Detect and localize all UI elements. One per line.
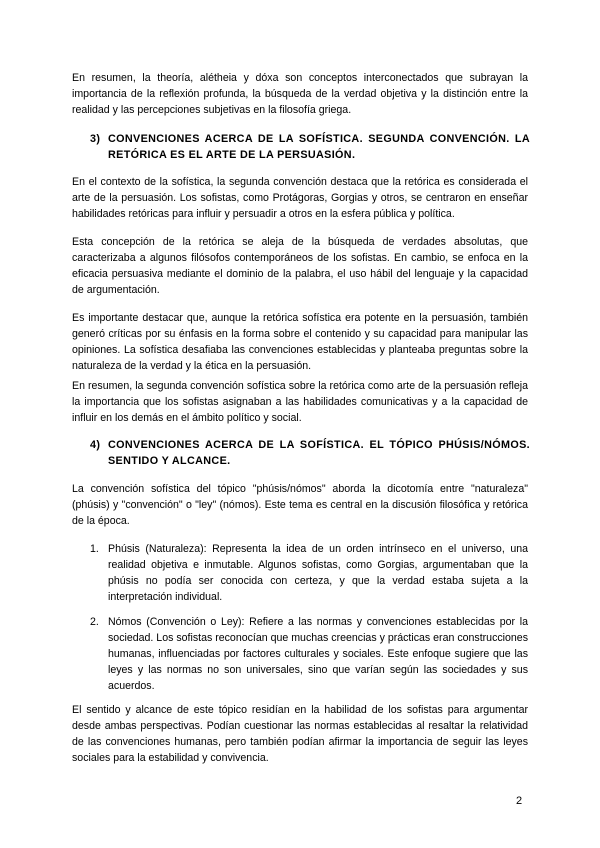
paragraph-phusis-nomos-scope: El sentido y alcance de este tópico residían en la habilidad de los sofistas para argumentar desde ambas perspectivas. Podían cuestionar las normas establecidas al resaltar la relatividad de las convenciones humanas, pero también podían afirmar la importancia de seguir las leyes sociales para la estabilidad y convivencia. <box>72 704 528 764</box>
paragraph-summary-theoria: En resumen, la theoría, alétheia y dóxa son conceptos interconectados que subrayan la importancia de la reflexión profunda, la búsqueda de la verdad objetiva y la distinción entre la realidad y las percepciones subjetivas en la filosofía griega. <box>72 72 528 116</box>
section-title: CONVENCIONES ACERCA DE LA SOFÍSTICA. SEGUNDA CONVENCIÓN. LA RETÓRICA ES EL ARTE DE LA PERSUASIÓN. <box>108 133 530 161</box>
section-heading-3 <box>90 131 530 163</box>
list-item-text: Nómos (Convención o Ley): Refiere a las normas y convenciones establecidas por la sociedad. Los sofistas reconocían que muchas creencias y prácticas eran construcciones humanas, influenciadas por factores culturales y sociales. Este enfoque sugiere que las leyes y las normas no son universales, sino que varían según las sociedades y sus acuerdos. <box>108 616 528 692</box>
list-item <box>90 614 528 694</box>
paragraph-phusis-nomos-intro: La convención sofística del tópico "phúsis/nómos" aborda la dicotomía entre "naturaleza" (phúsis) y "convención" o "ley" (nómos). Este tema es central en la discusión filosófica y retórica de la época. <box>72 483 528 527</box>
paragraph-rhetoric-criticism: Es importante destacar que, aunque la retórica sofística era potente en la persuasión, también generó críticas por su énfasis en la forma sobre el contenido y su capacidad para manipular las opiniones. La sofística desafiaba las convenciones establecidas y planteaba preguntas sobre la naturaleza de la verdad y la ética en la persuasión. <box>72 312 528 372</box>
section-number: 4) <box>90 439 101 451</box>
list-marker: 2. <box>90 616 99 628</box>
paragraph-rhetoric-summary: En resumen, la segunda convención sofística sobre la retórica como arte de la persuasión refleja la importancia que los sofistas asignaban a las habilidades comunicativas y a la capacidad de influir en los demás en el ámbito político y social. <box>72 380 528 424</box>
list-item-text: Phúsis (Naturaleza): Representa la idea de un orden intrínseco en el universo, una realidad objetiva e inmutable. Algunos sofistas, como Gorgias, argumentaban que la phúsis no podía ser conocida con certeza, y que la verdad estaba sujeta a la interpretación individual. <box>108 543 528 603</box>
list-marker: 1. <box>90 543 99 555</box>
list-item <box>90 541 528 605</box>
section-number: 3) <box>90 133 101 145</box>
paragraph-rhetoric-context: En el contexto de la sofística, la segunda convención destaca que la retórica es considerada el arte de la persuasión. Los sofistas, como Protágoras, Gorgias y otros, se centraron en enseñar habilidades retóricas para influir y persuadir a otros en la esfera pública y política. <box>72 176 528 220</box>
paragraph-rhetoric-conception: Esta concepción de la retórica se aleja de la búsqueda de verdades absolutas, que caracterizaba a algunos filósofos contemporáneos de los sofistas. En cambio, se enfoca en la eficacia persuasiva mediante el dominio de la palabra, el uso hábil del lenguaje y la capacidad de argumentación. <box>72 236 528 296</box>
section-heading-4 <box>90 437 530 469</box>
section-title: CONVENCIONES ACERCA DE LA SOFÍSTICA. EL TÓPICO PHÚSIS/NÓMOS. SENTIDO Y ALCANCE. <box>108 439 530 467</box>
page-number: 2 <box>516 795 523 807</box>
